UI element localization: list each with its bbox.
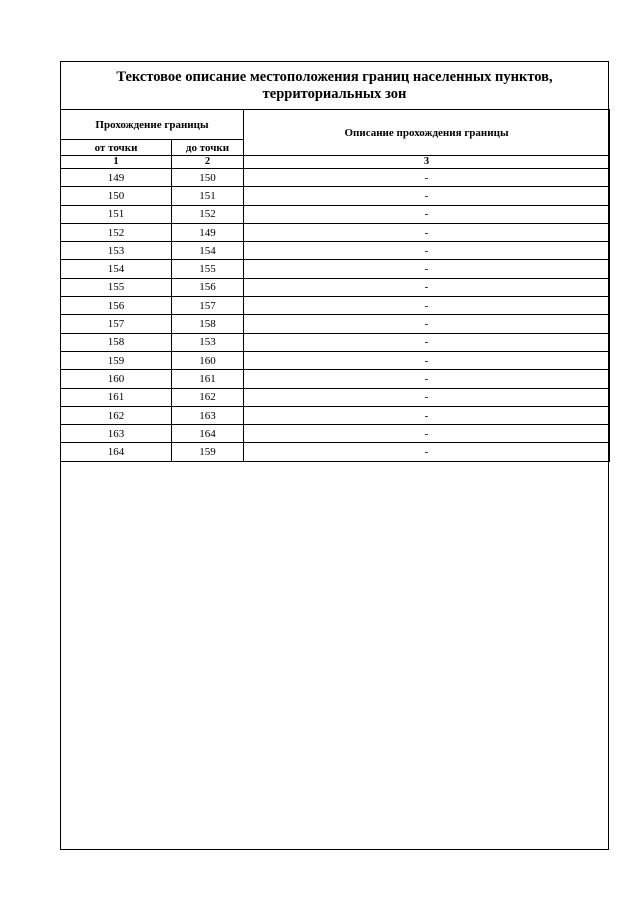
cell-to: 152 (172, 205, 244, 223)
cell-from: 156 (61, 297, 172, 315)
cell-description: - (244, 297, 610, 315)
table-row (61, 278, 610, 296)
cell-to: 154 (172, 242, 244, 260)
cell-description: - (244, 223, 610, 241)
table-row (61, 315, 610, 333)
cell-description: - (244, 187, 610, 205)
cell-description: - (244, 388, 610, 406)
cell-to: 164 (172, 425, 244, 443)
cell-to: 153 (172, 333, 244, 351)
cell-from: 164 (61, 443, 172, 461)
document-title: Текстовое описание местоположения границ населенных пунктов, территориальных зон (61, 62, 608, 110)
cell-from: 162 (61, 406, 172, 424)
table-row (61, 169, 610, 187)
table-row (61, 242, 610, 260)
cell-to: 163 (172, 406, 244, 424)
table-row (61, 187, 610, 205)
cell-to: 157 (172, 297, 244, 315)
table-row (61, 388, 610, 406)
cell-from: 158 (61, 333, 172, 351)
cell-description: - (244, 351, 610, 369)
cell-from: 161 (61, 388, 172, 406)
table-row (61, 223, 610, 241)
table-row (61, 351, 610, 369)
cell-from: 155 (61, 278, 172, 296)
cell-from: 150 (61, 187, 172, 205)
table-row (61, 370, 610, 388)
cell-description: - (244, 443, 610, 461)
table-row (61, 333, 610, 351)
cell-to: 162 (172, 388, 244, 406)
table-row (61, 443, 610, 461)
document-frame (60, 61, 609, 850)
cell-to: 156 (172, 278, 244, 296)
table-row (61, 297, 610, 315)
cell-from: 152 (61, 223, 172, 241)
header-description: Описание прохождения границы (244, 110, 610, 156)
cell-to: 161 (172, 370, 244, 388)
boundary-table (60, 109, 610, 462)
cell-from: 157 (61, 315, 172, 333)
cell-to: 158 (172, 315, 244, 333)
table-row (61, 205, 610, 223)
header-to-point: до точки (172, 140, 244, 156)
header-col-number-1: 1 (61, 156, 172, 169)
cell-to: 149 (172, 223, 244, 241)
header-col-number-3: 3 (244, 156, 610, 169)
cell-to: 155 (172, 260, 244, 278)
header-passage: Прохождение границы (61, 110, 244, 140)
cell-to: 159 (172, 443, 244, 461)
header-col-number-2: 2 (172, 156, 244, 169)
header-from-point: от точки (61, 140, 172, 156)
cell-description: - (244, 169, 610, 187)
table-row (61, 260, 610, 278)
cell-to: 150 (172, 169, 244, 187)
cell-description: - (244, 315, 610, 333)
cell-from: 153 (61, 242, 172, 260)
cell-from: 163 (61, 425, 172, 443)
cell-description: - (244, 406, 610, 424)
cell-from: 154 (61, 260, 172, 278)
cell-description: - (244, 370, 610, 388)
cell-description: - (244, 260, 610, 278)
cell-to: 160 (172, 351, 244, 369)
cell-to: 151 (172, 187, 244, 205)
cell-description: - (244, 425, 610, 443)
table-row (61, 425, 610, 443)
table-row (61, 406, 610, 424)
cell-description: - (244, 205, 610, 223)
cell-from: 160 (61, 370, 172, 388)
cell-from: 149 (61, 169, 172, 187)
cell-description: - (244, 278, 610, 296)
cell-description: - (244, 333, 610, 351)
cell-from: 151 (61, 205, 172, 223)
cell-description: - (244, 242, 610, 260)
cell-from: 159 (61, 351, 172, 369)
